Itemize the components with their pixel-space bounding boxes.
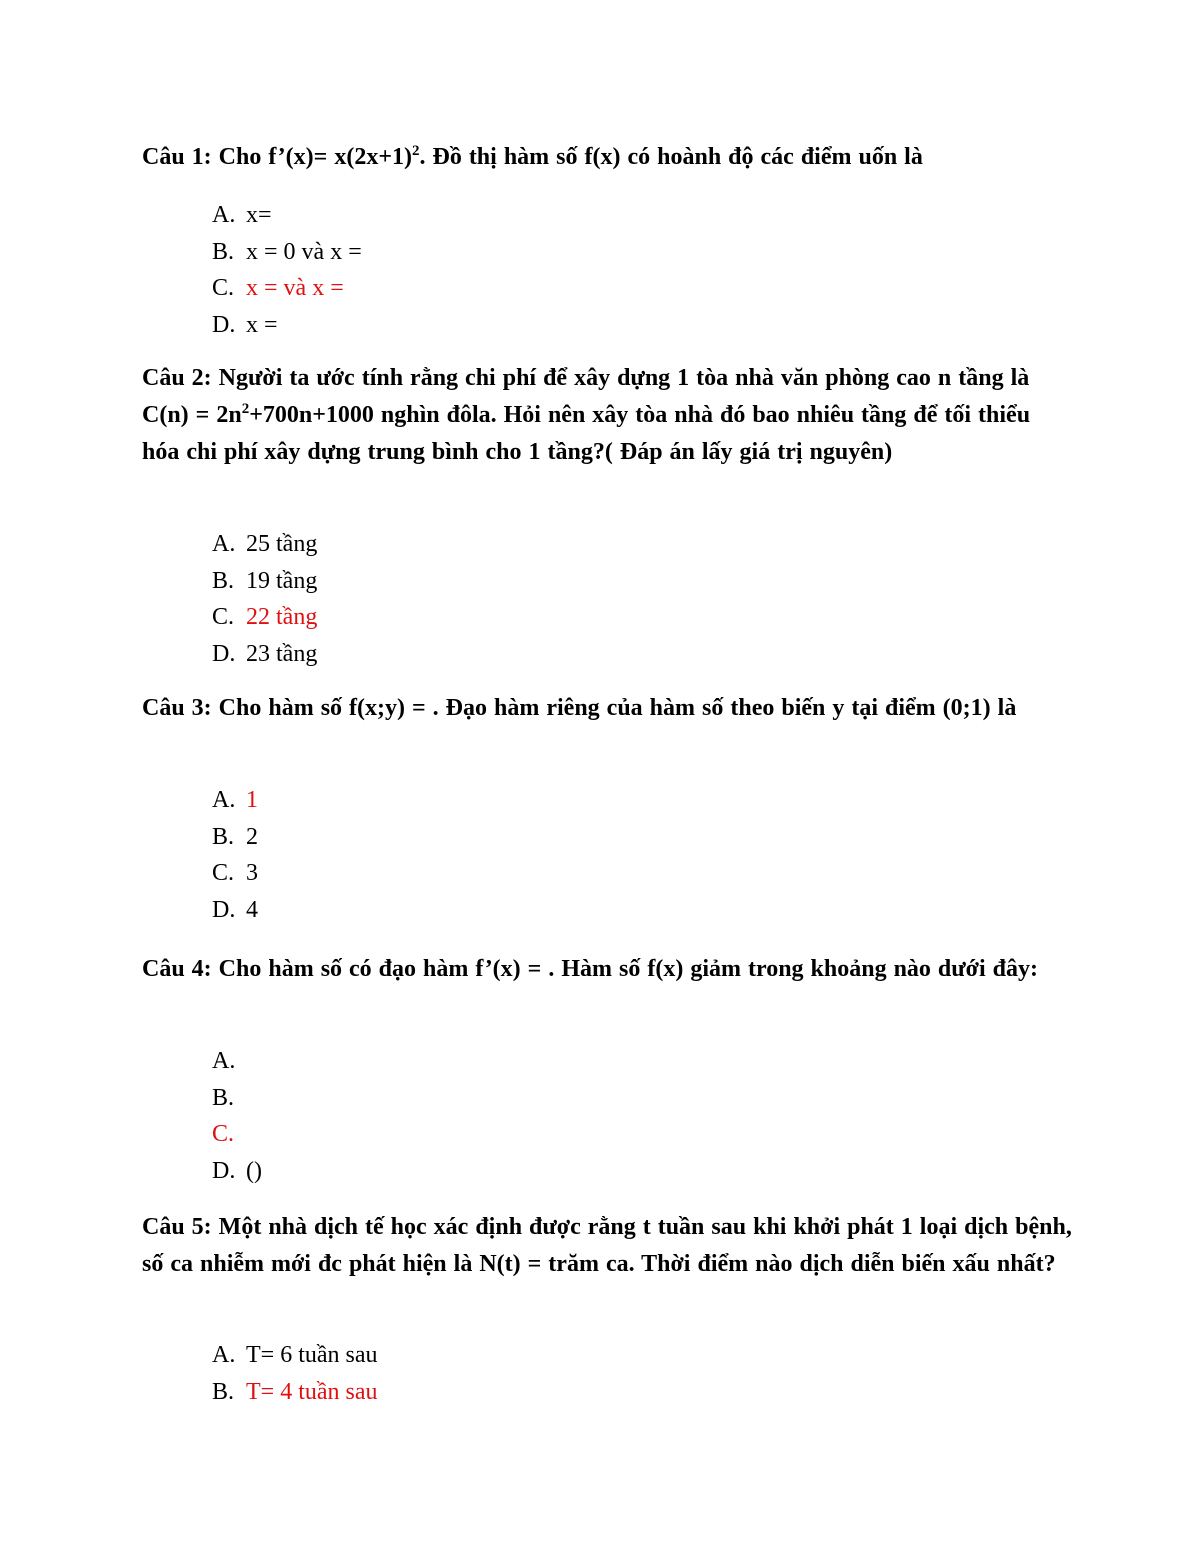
superscript: 2 xyxy=(411,143,420,159)
option-a: A. T= 6 tuần sau xyxy=(212,1342,378,1368)
options-list-1 xyxy=(212,197,362,343)
option-text: 23 tầng xyxy=(246,640,318,667)
question-2 xyxy=(142,360,1072,471)
option-text: 3 xyxy=(246,860,258,886)
question-text: . Đồ thị hàm số f(x) có hoành độ các điểm uốn là xyxy=(419,144,923,170)
option-c: C. xyxy=(212,1121,235,1147)
option-b: B. T= 4 tuần sau xyxy=(212,1378,378,1405)
question-text: Người ta ước tính rằng chi phí để xây dựng 1 tòa nhà văn phòng cao n tầng là C(n) = 2n xyxy=(142,365,1030,428)
option-d: D. x = xyxy=(212,311,278,338)
question-text: Một nhà dịch tế học xác định được rằng t tuần sau khi khởi phát 1 loại dịch bệnh, số ca nhiễm mới đc phát hiện là N(t) = trăm ca. Thời điểm nào dịch diễn biến xấu nhất? xyxy=(142,1214,1072,1277)
option-b: B. 2 xyxy=(212,823,258,850)
option-text: x = 0 và x = xyxy=(246,238,362,265)
option-c: C. x = và x = xyxy=(212,275,344,301)
superscript: 2 xyxy=(241,401,250,417)
question-label: Câu 3: xyxy=(142,695,212,721)
question-4 xyxy=(142,951,1072,988)
option-text: 2 xyxy=(246,823,258,850)
option-text-correct: 22 tầng xyxy=(246,604,318,630)
option-a: A. 25 tầng xyxy=(212,531,318,557)
option-text-correct: 1 xyxy=(246,787,258,813)
option-a: A. xyxy=(212,1048,236,1074)
options-list-2 xyxy=(212,526,317,672)
option-d: D. 23 tầng xyxy=(212,640,318,667)
option-b: B. x = 0 và x = xyxy=(212,238,362,265)
option-text-correct: T= 4 tuần sau xyxy=(246,1378,378,1405)
options-list-3 xyxy=(212,782,258,928)
option-b: B. xyxy=(212,1084,235,1111)
question-text: Cho hàm số có đạo hàm f’(x) = . Hàm số f(x) giảm trong khoảng nào dưới đây: xyxy=(218,956,1038,982)
option-d: D. 4 xyxy=(212,896,258,923)
question-1 xyxy=(142,139,1072,176)
question-label: Câu 2: xyxy=(142,365,212,391)
option-text-correct: x = và x = xyxy=(246,275,344,301)
options-list-5 xyxy=(212,1337,378,1410)
option-d: D. () xyxy=(212,1157,262,1184)
option-text: x = xyxy=(246,311,278,338)
option-text: () xyxy=(246,1157,262,1184)
option-b: B. 19 tầng xyxy=(212,567,318,594)
option-a: A. x= xyxy=(212,202,272,228)
option-text: 25 tầng xyxy=(246,531,318,557)
question-label: Câu 5: xyxy=(142,1214,212,1240)
question-label: Câu 1: xyxy=(142,144,212,170)
question-text: Cho hàm số f(x;y) = . Đạo hàm riêng của hàm số theo biến y tại điểm (0;1) là xyxy=(218,695,1017,721)
option-c: C. 3 xyxy=(212,860,258,886)
question-text: Cho f’(x)= x(2x+1) xyxy=(218,144,412,170)
option-text: 19 tầng xyxy=(246,567,318,594)
option-text: T= 6 tuần sau xyxy=(246,1342,378,1368)
option-text: x= xyxy=(246,202,272,228)
option-text: 4 xyxy=(246,896,258,923)
question-text: +700n+1000 nghìn đôla. Hỏi nên xây tòa nhà đó bao nhiêu tầng để tối thiểu hóa chi phí xây dựng trung bình cho 1 tầng?( Đáp án lấy giá trị nguyên) xyxy=(142,402,1031,465)
question-3 xyxy=(142,690,1072,727)
option-c: C. 22 tầng xyxy=(212,604,318,630)
options-list-4 xyxy=(212,1043,262,1189)
question-5 xyxy=(142,1209,1072,1283)
option-a: A. 1 xyxy=(212,787,258,813)
question-label: Câu 4: xyxy=(142,956,212,982)
